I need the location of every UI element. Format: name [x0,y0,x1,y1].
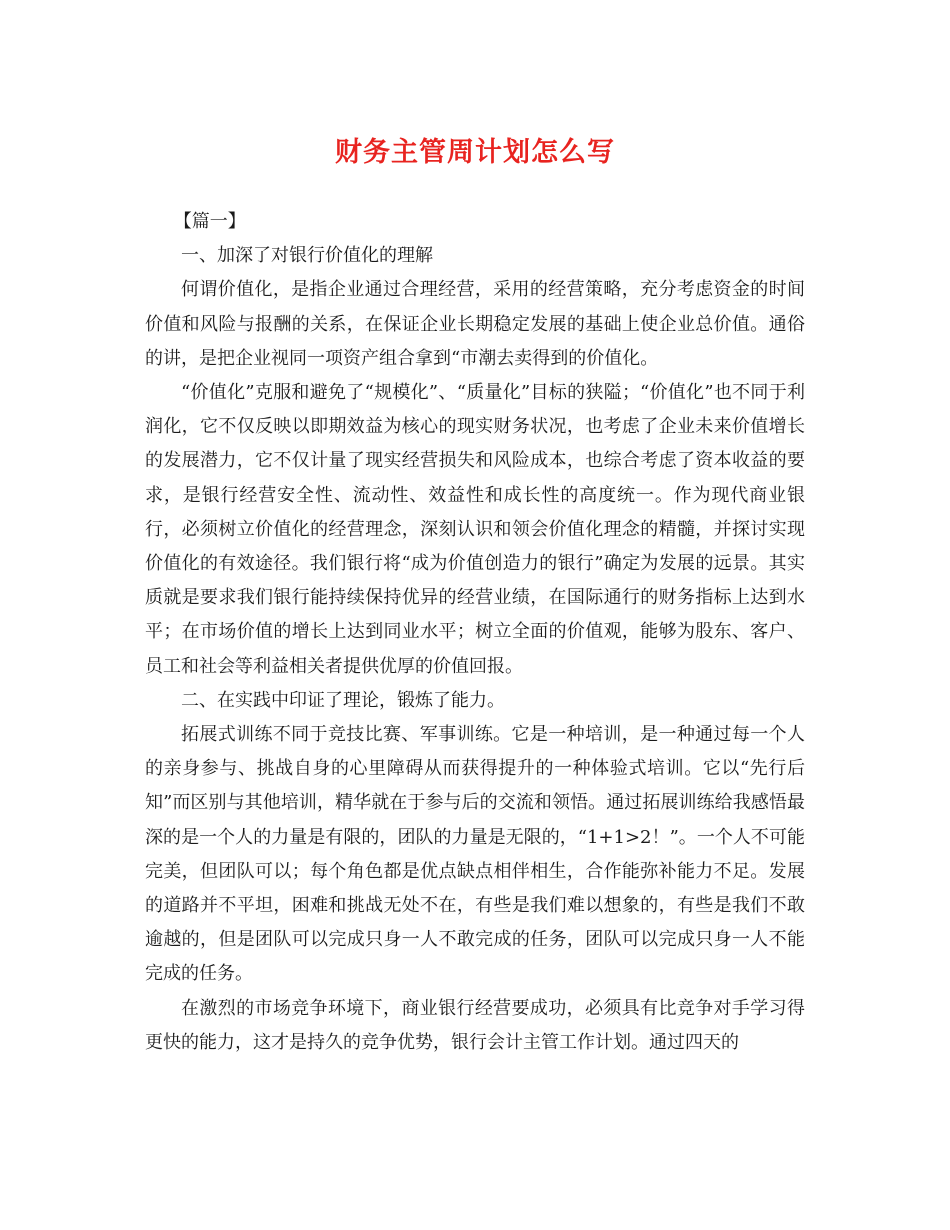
section-heading: 【篇一】 [173,211,246,232]
subheading-1: 一、加深了对银行价值化的理解 [181,245,433,267]
paragraph-2: “价值化”克服和避免了“规模化”、“质量化”目标的狭隘；“价值化”也不同于利润化，它不仅反映以即期效益为核心的现实财务状况，也考虑了企业未来价值增长的发展潜力，它不仅计量了现实经营损失和风险成本，也综合考虑了资本收益的要求，是银行经营安全性、流动性、效益性和成长性的高度统一。作为现代商业银行，必须树立价值化的经营理念，深刻认识和领会价值化理念的精髓，并探讨实现价值化的有效途径。我们银行将“成为价值创造力的银行”确定为发展的远景。其实质就是要求我们银行能持续保持优异的经营业绩，在国际通行的财务指标上达到水平；在市场价值的增长上达到同业水平；树立全面的价值观，能够为股东、客户、员工和社会等利益相关者提供优厚的价值回报。 [145,382,805,677]
paragraph-4: 在激烈的市场竞争环境下，商业银行经营要成功，必须具有比竞争对手学习得更快的能力，这才是持久的竞争优势，银行会计主管工作计划。通过四天的 [145,997,805,1053]
paragraph-1: 何谓价值化，是指企业通过合理经营，采用的经营策略，充分考虑资金的时间价值和风险与报酬的关系，在保证企业长期稳定发展的基础上使企业总价值。通俗的讲，是把企业视同一项资产组合拿到“市潮去卖得到的价值化。 [145,279,805,369]
subheading-2: 二、在实践中印证了理论，锻炼了能力。 [181,689,505,711]
document-title: 财务主管周计划怎么写 [335,137,615,168]
document-body [145,205,805,1060]
paragraph-3: 拓展式训练不同于竞技比赛、军事训练。它是一种培训，是一种通过每一个人的亲身参与、挑战自身的心里障碍从而获得提升的一种体验式培训。它以“先行后知”而区别与其他培训，精华就在于参与后的交流和领悟。通过拓展训练给我感悟最深的是一个人的力量是有限的，团队的力量是无限的，“1+1>2！”。一个人不可能完美，但团队可以；每个角色都是优点缺点相伴相生，合作能弥补能力不足。发展的道路并不平坦，困难和挑战无处不在，有些是我们难以想象的，有些是我们不敢逾越的，但是团队可以完成只身一人不敢完成的任务，团队可以完成只身一人不能完成的任务。 [145,724,805,985]
